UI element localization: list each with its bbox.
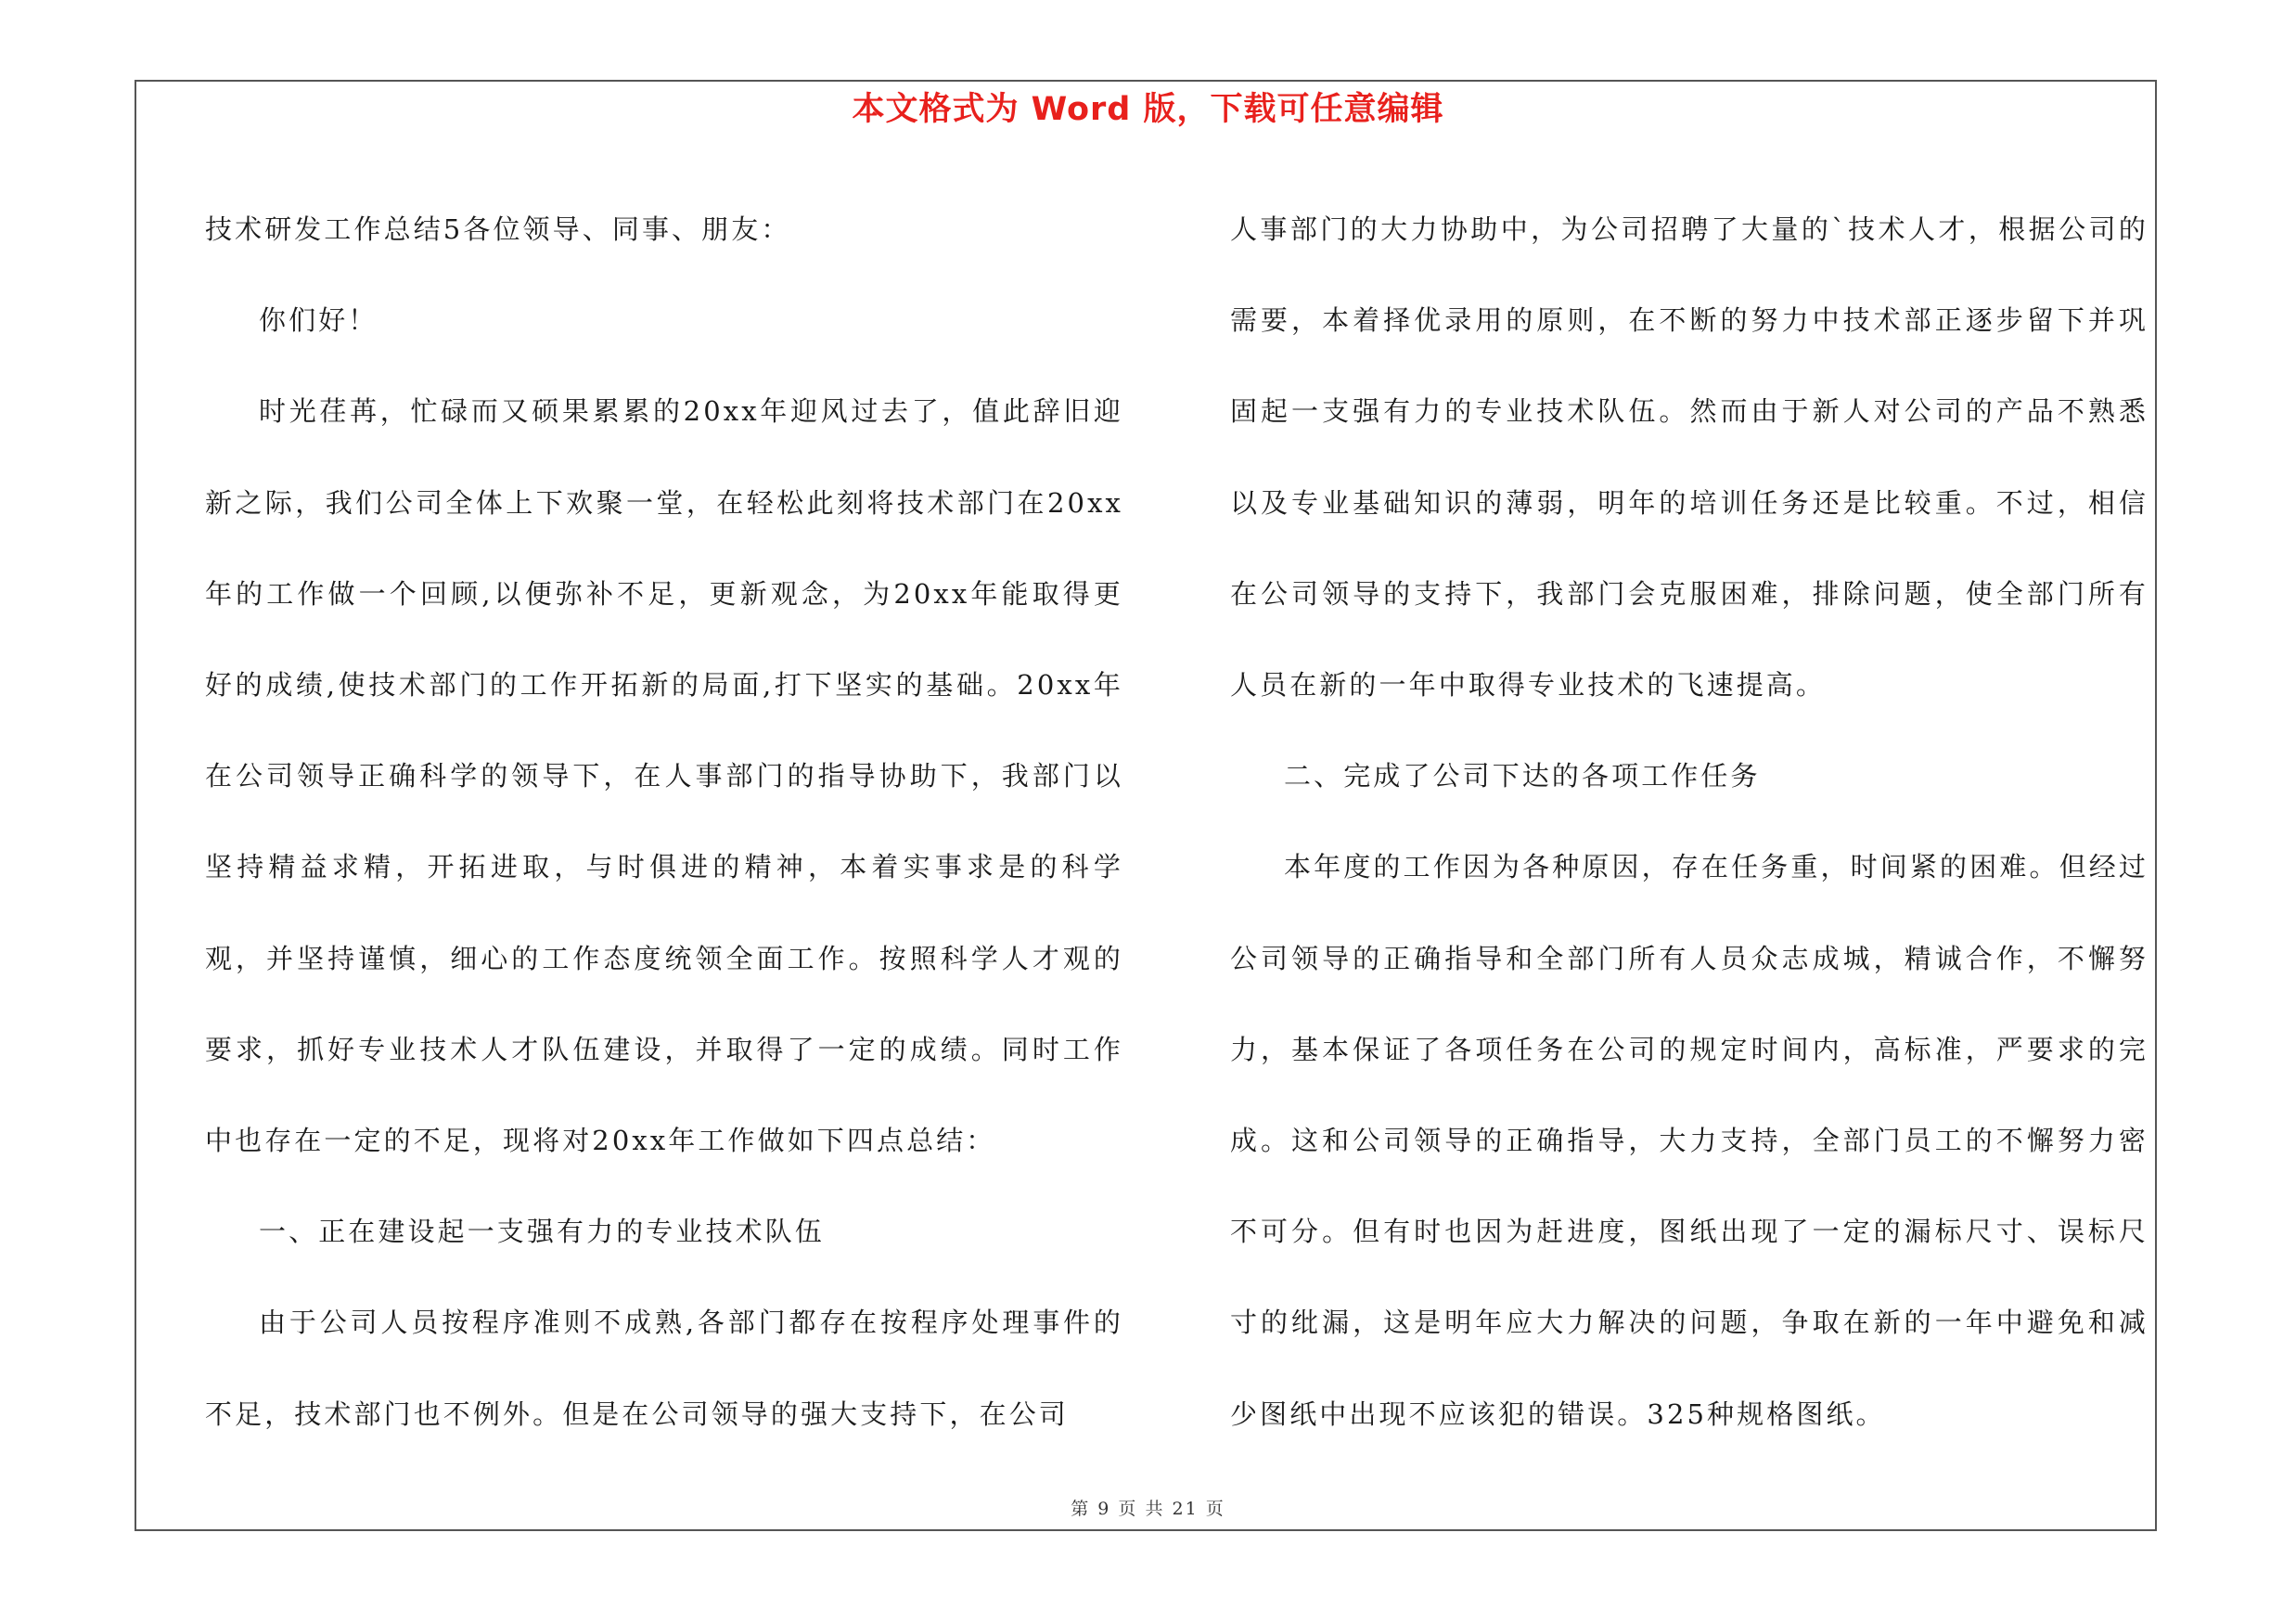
left-column bbox=[205, 184, 1123, 1460]
paragraph: 人事部门的大力协助中，为公司招聘了大量的`技术人才，根据公司的需要，本着择优录用的原则，在不断的努力中技术部正逐步留下并巩固起一支强有力的专业技术队伍。然而由于新人对公司的产品不熟悉以及专业基础知识的薄弱，明年的培训任务还是比较重。不过，相信在公司领导的支持下，我部门会克服困难，排除问题，使全部门所有人员在新的一年中取得专业技术的飞速提高。 bbox=[1230, 213, 2148, 702]
paragraph: 你们好！ bbox=[259, 304, 378, 337]
paragraph: 由于公司人员按程序准则不成熟,各部门都存在按程序处理事件的不足，技术部门也不例外。但是在公司领导的强大支持下，在公司 bbox=[205, 1307, 1123, 1430]
section-heading: 一、正在建设起一支强有力的专业技术队伍 bbox=[259, 1216, 825, 1248]
section-heading: 二、完成了公司下达的各项工作任务 bbox=[1284, 760, 1761, 792]
paragraph: 本年度的工作因为各种原因，存在任务重，时间紧的困难。但经过公司领导的正确指导和全部门所有人员众志成城，精诚合作，不懈努力，基本保证了各项任务在公司的规定时间内，高标准，严要求的完成。这和公司领导的正确指导，大力支持，全部门员工的不懈努力密不可分。但有时也因为赶进度，图纸出现了一定的漏标尺寸、误标尺寸的纰漏，这是明年应大力解决的问题，争取在新的一年中避免和减少图纸中出现不应该犯的错误。325种规格图纸。 bbox=[1230, 851, 2148, 1430]
page-footer: 第 9 页 共 21 页 bbox=[1071, 1499, 1225, 1519]
paragraph: 技术研发工作总结5各位领导、同事、朋友： bbox=[205, 213, 791, 245]
format-banner: 本文格式为 Word 版，下载可任意编辑 bbox=[852, 91, 1444, 128]
right-column bbox=[1230, 184, 2148, 1460]
paragraph: 时光荏苒，忙碌而又硕果累累的20xx年迎风过去了，值此辞旧迎新之际，我们公司全体上下欢聚一堂，在轻松此刻将技术部门在20xx年的工作做一个回顾,以便弥补不足，更新观念，为20xx年能取得更好的成绩,使技术部门的工作开拓新的局面,打下坚实的基础。20xx年在公司领导正确科学的领导下，在人事部门的指导协助下，我部门以坚持精益求精，开拓进取，与时俱进的精神，本着实事求是的科学观，并坚持谨慎，细心的工作态度统领全面工作。按照科学人才观的要求，抓好专业技术人才队伍建设，并取得了一定的成绩。同时工作中也存在一定的不足，现将对20xx年工作做如下四点总结： bbox=[205, 395, 1123, 1157]
